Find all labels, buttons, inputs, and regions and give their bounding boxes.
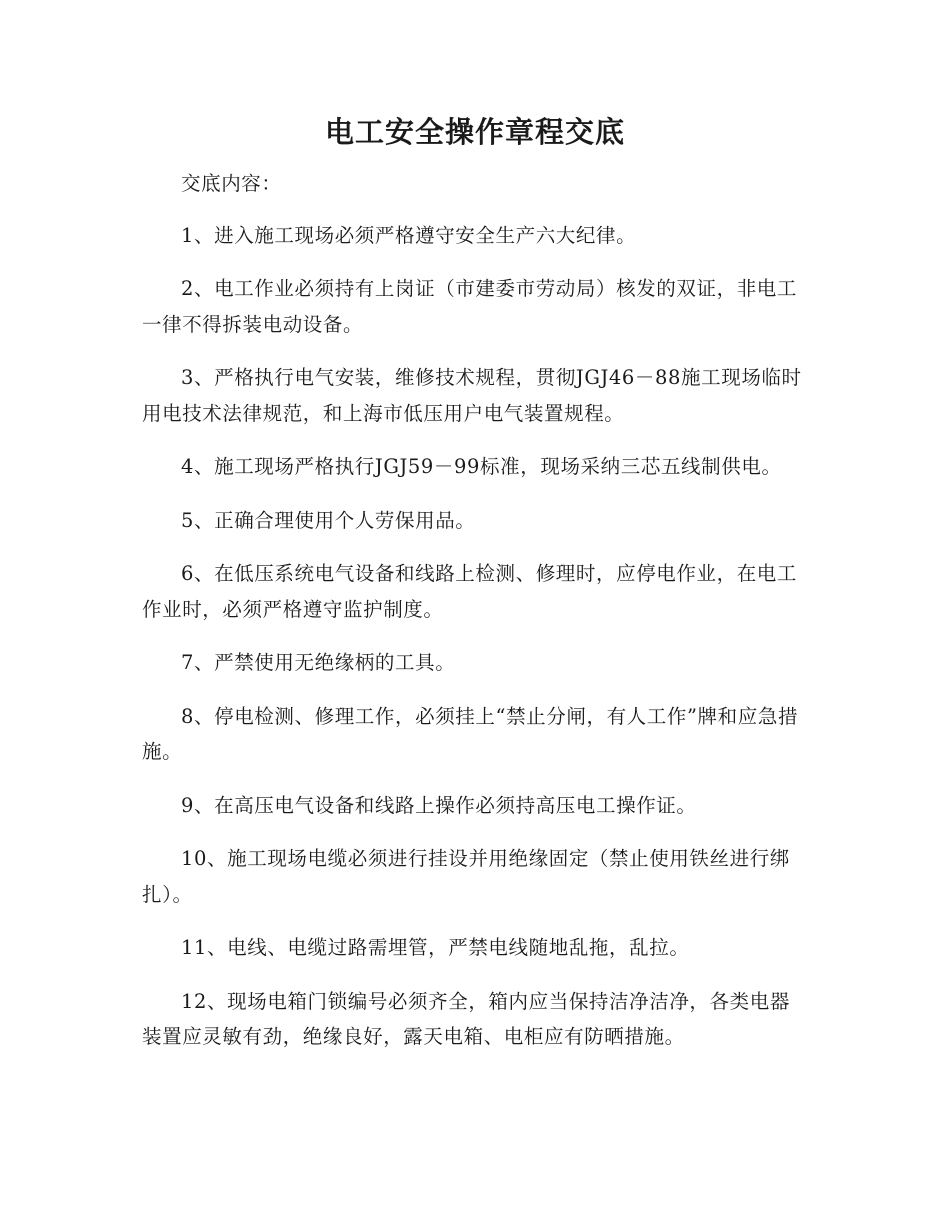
- rule-item-6: 6、在低压系统电气设备和线路上检测、修理时，应停电作业，在电工作业时，必须严格遵守监护制度。: [142, 562, 798, 621]
- document-title: 电工安全操作章程交底: [324, 115, 625, 149]
- rule-item-5: 5、正确合理使用个人劳保用品。: [181, 508, 476, 532]
- rule-item-8: 8、停电检测、修理工作，必须挂上“禁止分闸，有人工作”牌和应急措施。: [142, 704, 799, 763]
- rule-item-3: 3、严格执行电气安装，维修技术规程，贯彻JGJ46－88施工现场临时用电技术法律规范，和上海市低压用户电气装置规程。: [142, 366, 802, 425]
- rule-item-9: 9、在高压电气设备和线路上操作必须持高压电工操作证。: [181, 793, 697, 817]
- intro-label: 交底内容：: [181, 172, 282, 195]
- rule-item-11: 11、电线、电缆过路需埋管，严禁电线随地乱拖，乱拉。: [181, 936, 690, 959]
- rule-item-12: 12、现场电箱门锁编号必须齐全，箱内应当保持洁净洁净，各类电器装置应灵敏有劲，绝缘良好，露天电箱、电柜应有防晒措施。: [142, 989, 790, 1048]
- rule-item-7: 7、严禁使用无绝缘柄的工具。: [181, 651, 456, 674]
- rule-item-1: 1、进入施工现场必须严格遵守安全生产六大纪律。: [181, 223, 637, 247]
- rule-item-10: 10、施工现场电缆必须进行挂设并用绝缘固定（禁止使用铁丝进行绑扎）。: [142, 847, 790, 906]
- rule-item-2: 2、电工作业必须持有上岗证（市建委市劳动局）核发的双证，非电工一律不得拆装电动设备。: [142, 277, 798, 336]
- document-body: [142, 166, 808, 1073]
- rule-item-4: 4、施工现场严格执行JGJ59－99标准，现场采纳三芯五线制供电。: [181, 455, 782, 478]
